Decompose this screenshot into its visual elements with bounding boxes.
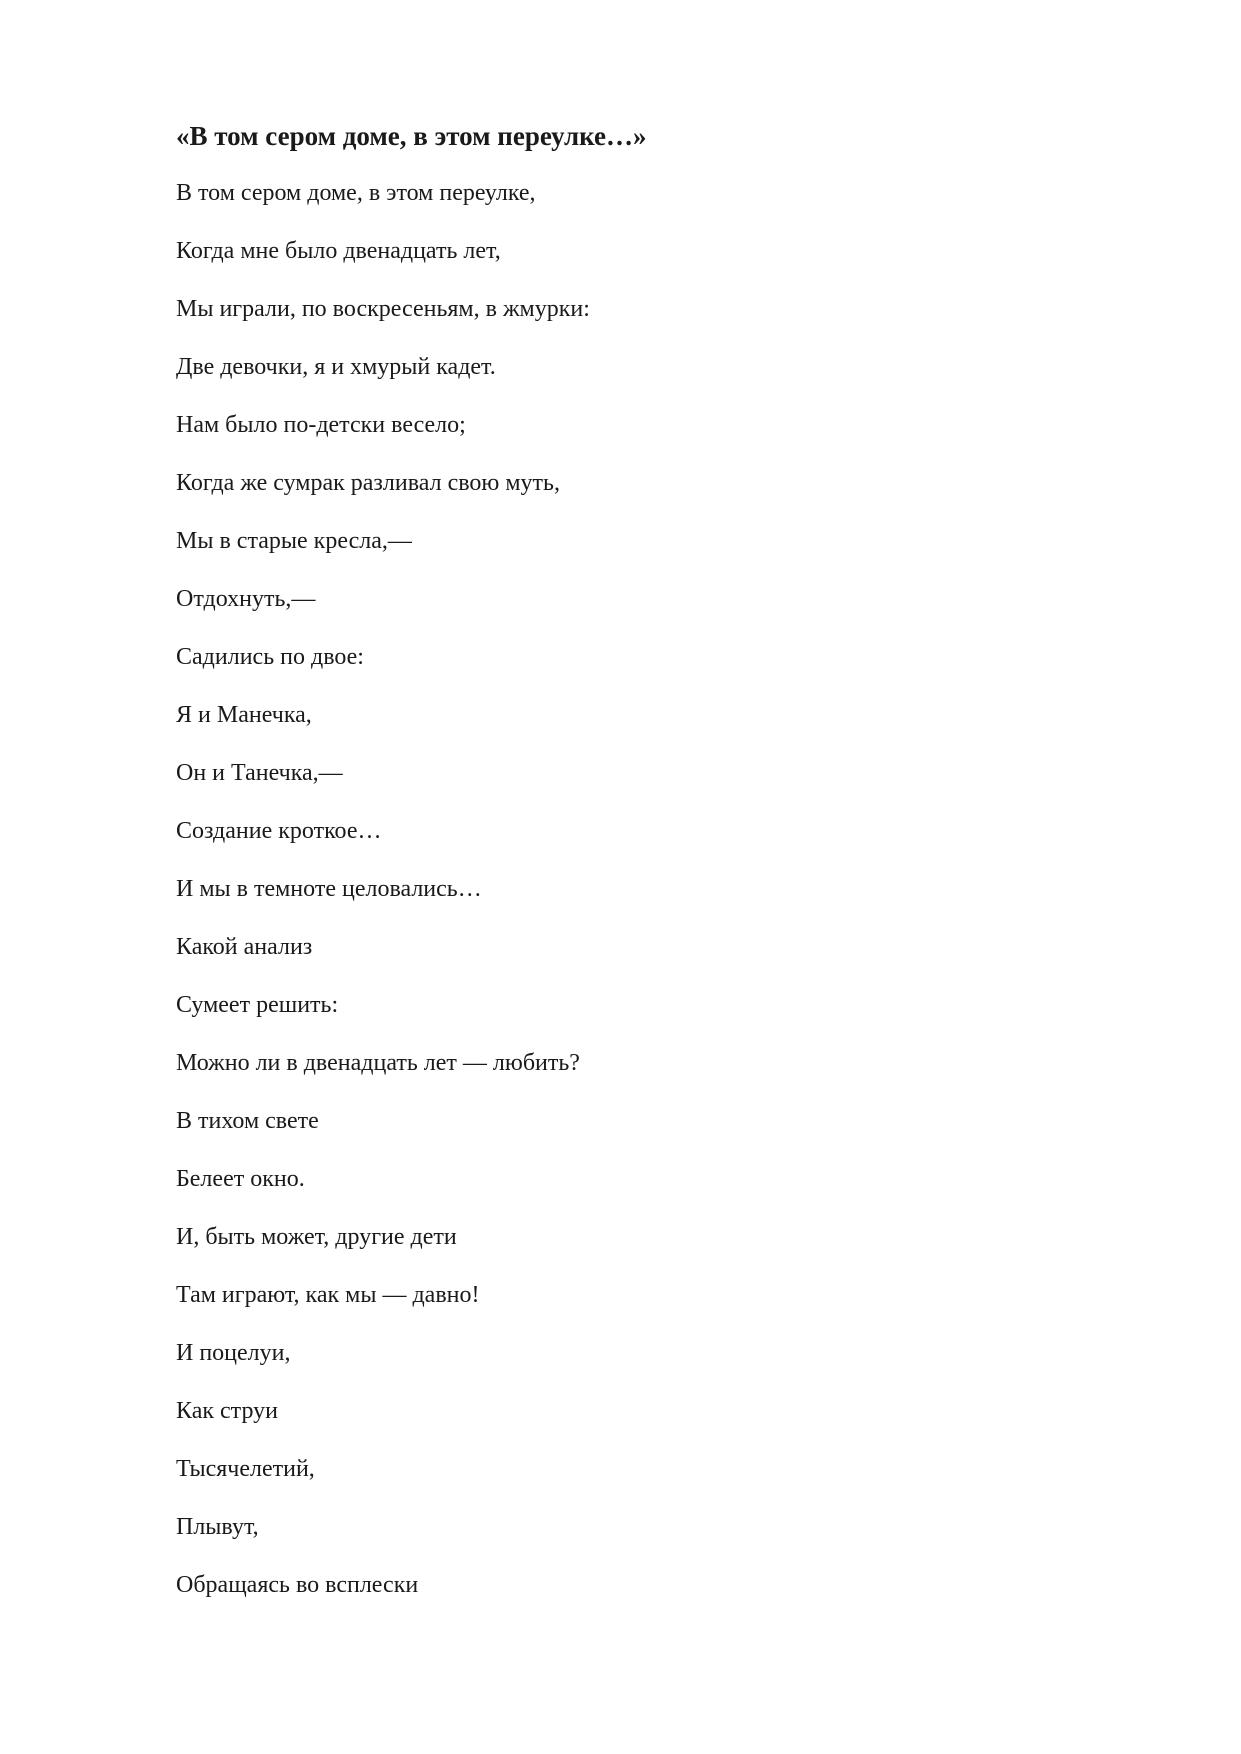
poem-line: Как струи	[176, 1398, 278, 1424]
poem-line: Когда же сумрак разливал свою муть,	[176, 470, 560, 496]
poem-line: И поцелуи,	[176, 1340, 291, 1366]
poem-line: Садились по двое:	[176, 644, 364, 670]
poem-line: Обращаясь во всплески	[176, 1572, 419, 1598]
poem-line: И мы в темноте целовались…	[176, 876, 482, 902]
poem-line: Две девочки, я и хмурый кадет.	[176, 354, 496, 380]
poem-line: В тихом свете	[176, 1108, 319, 1134]
poem-line: Можно ли в двенадцать лет — любить?	[176, 1050, 580, 1076]
poem-title: «В том сером доме, в этом переулке…»	[176, 121, 647, 151]
poem-line: Я и Манечка,	[176, 702, 312, 728]
poem-line: Плывут,	[176, 1514, 259, 1540]
poem-body	[176, 175, 590, 1625]
poem-line: Мы играли, по воскресеньям, в жмурки:	[176, 296, 590, 322]
poem-line: Тысячелетий,	[176, 1456, 315, 1482]
poem-line: Когда мне было двенадцать лет,	[176, 238, 501, 264]
poem-line: Мы в старые кресла,—	[176, 528, 412, 554]
poem-line: Создание кроткое…	[176, 818, 382, 844]
poem-line: В том сером доме, в этом переулке,	[176, 180, 536, 206]
poem-line: Там играют, как мы — давно!	[176, 1282, 480, 1308]
poem-line: И, быть может, другие дети	[176, 1224, 457, 1250]
poem-line: Белеет окно.	[176, 1166, 305, 1192]
poem-line: Отдохнуть,—	[176, 586, 316, 612]
poem-line: Сумеет решить:	[176, 992, 339, 1018]
poem-line: Он и Танечка,—	[176, 760, 343, 786]
poem-line: Нам было по-детски весело;	[176, 412, 466, 438]
poem-line: Какой анализ	[176, 934, 313, 960]
